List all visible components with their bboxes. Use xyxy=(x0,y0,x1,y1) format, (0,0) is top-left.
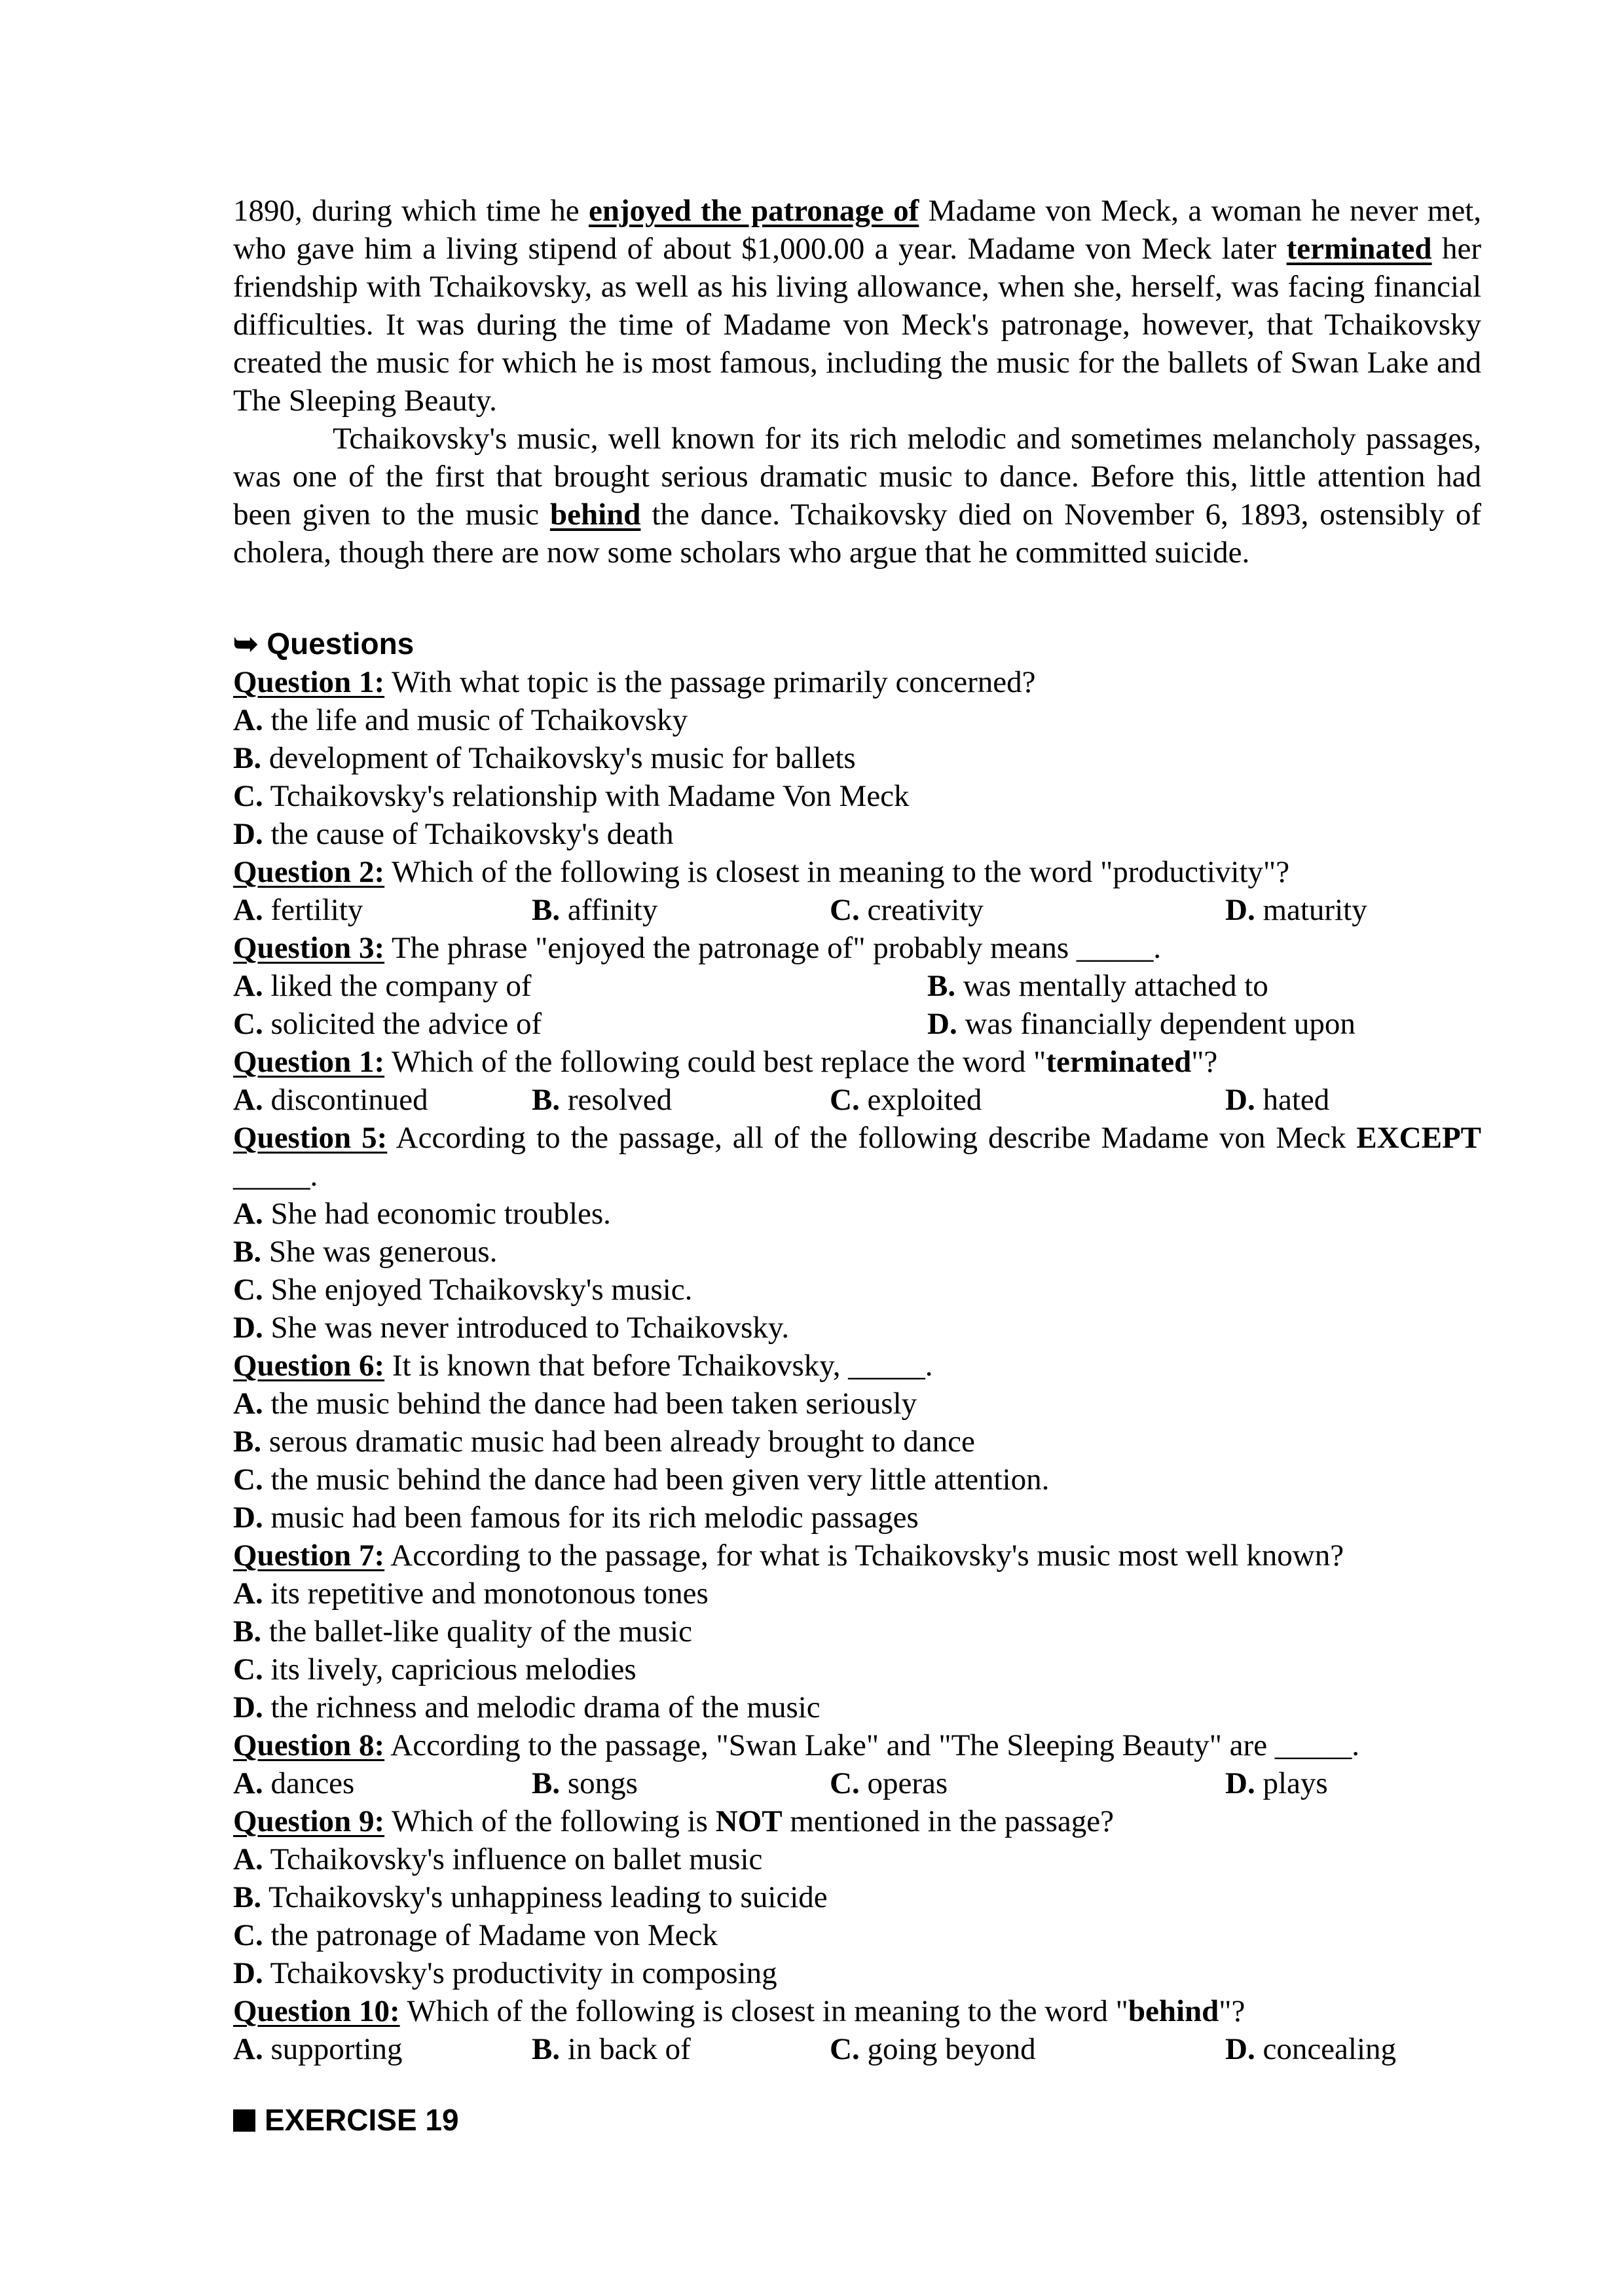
option-text: She was generous. xyxy=(268,1235,498,1269)
question-text: mentioned in the passage? xyxy=(782,1804,1114,1838)
option-row xyxy=(233,1650,1481,1688)
passage-text: her friendship with Tchaikovsky, as well as his living allowance, when she, herself, was facing financial difficulties. It was during the time of Madame von Meck's patronage, however, that Tchaikovsky created the music for which he is most famous, including the music for the ballets of Swan Lake and The Sleeping Beauty. xyxy=(233,232,1481,418)
question-label: Question 1: xyxy=(233,1045,385,1079)
option-row xyxy=(233,1461,1481,1499)
answer-option[interactable] xyxy=(830,1081,982,1119)
option-letter: B. xyxy=(233,1614,262,1649)
option-row xyxy=(233,1195,1481,1233)
option-text: Tchaikovsky's unhappiness leading to suicide xyxy=(268,1880,828,1914)
questions-list xyxy=(233,663,1481,2068)
highlighted-term: enjoyed the patronage of xyxy=(588,194,919,228)
answer-option[interactable] xyxy=(532,2030,691,2068)
option-row xyxy=(233,1233,1481,1271)
option-letter: A. xyxy=(233,1842,263,1876)
option-text: going beyond xyxy=(867,2032,1036,2066)
option-letter: C. xyxy=(233,1918,263,1952)
question-text: _____. xyxy=(233,1159,318,1193)
option-text: was mentally attached to xyxy=(963,969,1268,1003)
exercise-heading xyxy=(233,2101,1481,2139)
option-letter: D. xyxy=(927,1007,957,1041)
question-text: According to the passage, "Swan Lake" and "The Sleeping Beauty" are _____. xyxy=(384,1728,1360,1762)
question-text: According to the passage, for what is Tchaikovsky's music most well known? xyxy=(384,1539,1344,1573)
option-text: She enjoyed Tchaikovsky's music. xyxy=(270,1273,693,1307)
option-row xyxy=(233,1575,1481,1613)
option-text: its repetitive and monotonous tones xyxy=(270,1576,709,1611)
answer-option[interactable] xyxy=(233,1954,777,1992)
answer-option[interactable] xyxy=(830,891,984,929)
answer-option[interactable] xyxy=(233,815,674,853)
answer-option[interactable] xyxy=(1225,1764,1328,1802)
option-text: the life and music of Tchaikovsky xyxy=(270,703,688,737)
option-text: maturity xyxy=(1263,893,1367,927)
answer-option[interactable] xyxy=(233,701,688,739)
question-text: "? xyxy=(1191,1045,1218,1079)
answer-option[interactable] xyxy=(233,1764,354,1802)
option-row xyxy=(233,1954,1481,1992)
question-text: According to the passage, all of the following describe Madame von Meck xyxy=(387,1121,1357,1155)
question-stem xyxy=(233,663,1481,701)
option-letter: D. xyxy=(1225,1083,1255,1117)
option-row xyxy=(233,1688,1481,1726)
passage-text: 1890, during which time he xyxy=(233,194,589,228)
option-letter: B. xyxy=(532,893,561,927)
question-text: behind xyxy=(1128,1994,1219,2028)
question-label: Question 5: xyxy=(233,1121,388,1155)
question-text: terminated xyxy=(1046,1045,1192,1079)
option-letter: A. xyxy=(233,969,263,1003)
question-item xyxy=(233,1537,1481,1726)
option-letter: B. xyxy=(233,1235,262,1269)
option-letter: D. xyxy=(233,1501,263,1535)
option-text: hated xyxy=(1263,1083,1330,1117)
question-stem xyxy=(233,853,1481,891)
option-text: its lively, capricious melodies xyxy=(270,1652,637,1686)
option-text: She was never introduced to Tchaikovsky. xyxy=(270,1311,790,1345)
highlighted-term: behind xyxy=(549,498,641,532)
answer-option[interactable] xyxy=(233,1309,789,1347)
option-text: concealing xyxy=(1263,2032,1397,2066)
answer-option[interactable] xyxy=(233,739,856,777)
option-text: music had been famous for its rich melodic passages xyxy=(270,1501,919,1535)
option-row xyxy=(233,1081,1481,1119)
option-text: exploited xyxy=(867,1083,982,1117)
option-text: songs xyxy=(567,1766,638,1800)
option-text: the richness and melodic drama of the music xyxy=(270,1690,821,1724)
question-stem xyxy=(233,1802,1481,1840)
question-stem xyxy=(233,1992,1481,2030)
option-row xyxy=(233,1878,1481,1916)
answer-option[interactable] xyxy=(233,1878,828,1916)
option-letter: D. xyxy=(1225,893,1255,927)
passage-paragraph-1 xyxy=(233,192,1481,420)
option-letter: A. xyxy=(233,893,263,927)
option-text: dances xyxy=(270,1766,355,1800)
option-letter: A. xyxy=(233,1387,263,1421)
answer-option[interactable] xyxy=(233,1688,821,1726)
answer-option[interactable] xyxy=(233,1423,975,1461)
question-label: Question 3: xyxy=(233,931,385,965)
option-letter: A. xyxy=(233,1197,263,1231)
question-item xyxy=(233,1992,1481,2068)
question-label: Question 1: xyxy=(233,665,385,699)
option-letter: B. xyxy=(927,969,956,1003)
answer-option[interactable] xyxy=(233,1461,1049,1499)
option-text: operas xyxy=(867,1766,948,1800)
option-letter: C. xyxy=(830,893,860,927)
answer-option[interactable] xyxy=(233,967,532,1005)
answer-option[interactable] xyxy=(1225,891,1367,929)
question-item xyxy=(233,1802,1481,1992)
option-row xyxy=(233,1613,1481,1650)
option-row xyxy=(233,815,1481,853)
option-letter: B. xyxy=(532,1083,561,1117)
option-text: Tchaikovsky's influence on ballet music xyxy=(270,1842,763,1876)
reading-passage xyxy=(233,192,1481,572)
option-row xyxy=(233,1499,1481,1537)
questions-heading xyxy=(233,625,1481,663)
option-row xyxy=(233,701,1481,739)
black-square-icon xyxy=(233,2109,255,2132)
answer-option[interactable] xyxy=(233,777,910,815)
answer-option[interactable] xyxy=(233,1271,692,1309)
question-text: Which of the following is closest in meaning to the word " xyxy=(399,1994,1128,2028)
option-letter: C. xyxy=(233,1273,263,1307)
option-letter: D. xyxy=(233,1690,263,1724)
answer-option[interactable] xyxy=(233,1081,428,1119)
option-text: discontinued xyxy=(270,1083,428,1117)
option-text: Tchaikovsky's relationship with Madame Von Meck xyxy=(270,779,910,813)
question-text: With what topic is the passage primarily concerned? xyxy=(384,665,1036,699)
option-text: She had economic troubles. xyxy=(270,1197,611,1231)
question-text: Which of the following is xyxy=(384,1804,716,1838)
option-letter: D. xyxy=(233,1311,263,1345)
option-text: development of Tchaikovsky's music for ballets xyxy=(268,741,856,775)
option-text: the cause of Tchaikovsky's death xyxy=(270,817,674,851)
option-letter: C. xyxy=(233,1652,263,1686)
option-text: plays xyxy=(1263,1766,1328,1800)
question-text: "? xyxy=(1219,1994,1246,2028)
exercise-label: EXERCISE 19 xyxy=(265,2103,459,2137)
answer-option[interactable] xyxy=(532,1764,638,1802)
option-letter: B. xyxy=(233,741,262,775)
option-letter: C. xyxy=(830,1766,860,1800)
passage-text: Tchaikovsky's music, well known for its rich melodic and sometimes melancholy passages, was one of the first that brought serious dramatic music to dance. Before this, little attention had been given to the music xyxy=(233,422,1481,532)
option-text: in back of xyxy=(567,2032,691,2066)
answer-option[interactable] xyxy=(233,1233,497,1271)
answer-option[interactable] xyxy=(233,1575,709,1613)
option-text: supporting xyxy=(270,2032,403,2066)
question-stem xyxy=(233,929,1481,967)
question-item xyxy=(233,1347,1481,1537)
questions-heading-label: Questions xyxy=(267,627,415,661)
answer-option[interactable] xyxy=(233,891,363,929)
question-label: Question 7: xyxy=(233,1539,385,1573)
option-text: the ballet-like quality of the music xyxy=(268,1614,692,1649)
option-letter: B. xyxy=(532,1766,561,1800)
passage-paragraph-2 xyxy=(233,420,1481,572)
question-text: It is known that before Tchaikovsky, _____. xyxy=(384,1349,933,1383)
option-row xyxy=(233,2030,1481,2068)
option-letter: A. xyxy=(233,1083,263,1117)
option-letter: A. xyxy=(233,1766,263,1800)
option-letter: C. xyxy=(233,1007,263,1041)
question-item xyxy=(233,1726,1481,1802)
option-text: solicited the advice of xyxy=(270,1007,542,1041)
answer-option[interactable] xyxy=(233,2030,403,2068)
option-text: Tchaikovsky's productivity in composing xyxy=(270,1956,777,1990)
question-label: Question 10: xyxy=(233,1994,400,2028)
option-row xyxy=(233,1309,1481,1347)
option-row xyxy=(233,1840,1481,1878)
question-text: NOT xyxy=(715,1804,783,1838)
question-item xyxy=(233,1119,1481,1347)
answer-option[interactable] xyxy=(233,1195,611,1233)
answer-option[interactable] xyxy=(830,2030,1036,2068)
option-text: resolved xyxy=(567,1083,673,1117)
answer-option[interactable] xyxy=(927,1005,1356,1043)
question-label: Question 8: xyxy=(233,1728,385,1762)
arrow-hook-icon: ➥ xyxy=(233,627,259,661)
question-stem xyxy=(233,1347,1481,1385)
option-text: the music behind the dance had been taken seriously xyxy=(270,1387,917,1421)
question-text: The phrase "enjoyed the patronage of" probably means _____. xyxy=(384,931,1162,965)
option-letter: D. xyxy=(233,817,263,851)
option-letter: D. xyxy=(1225,1766,1255,1800)
question-text: Which of the following is closest in meaning to the word "productivity"? xyxy=(384,855,1290,889)
option-letter: D. xyxy=(233,1956,263,1990)
question-item xyxy=(233,1043,1481,1119)
option-letter: C. xyxy=(233,779,263,813)
answer-option[interactable] xyxy=(233,1916,718,1954)
answer-option[interactable] xyxy=(1225,1081,1329,1119)
option-letter: B. xyxy=(233,1425,262,1459)
option-row xyxy=(233,967,1481,1005)
option-row xyxy=(233,1271,1481,1309)
question-item xyxy=(233,929,1481,1043)
option-row xyxy=(233,1005,1481,1043)
option-letter: B. xyxy=(233,1880,262,1914)
option-text: was financially dependent upon xyxy=(965,1007,1356,1041)
option-text: the patronage of Madame von Meck xyxy=(270,1918,718,1952)
option-letter: A. xyxy=(233,1576,263,1611)
question-label: Question 9: xyxy=(233,1804,385,1838)
option-text: liked the company of xyxy=(270,969,532,1003)
option-text: serous dramatic music had been already brought to dance xyxy=(268,1425,975,1459)
option-letter: A. xyxy=(233,703,263,737)
question-stem xyxy=(233,1537,1481,1575)
option-row xyxy=(233,1385,1481,1423)
question-item xyxy=(233,853,1481,929)
question-text: EXCEPT xyxy=(1356,1121,1481,1155)
passage-text: the dance. Tchaikovsky died on November 6, 1893, ostensibly of cholera, though there are now some scholars who argue that he committed suicide. xyxy=(233,498,1481,570)
answer-option[interactable] xyxy=(233,1650,637,1688)
question-label: Question 2: xyxy=(233,855,385,889)
answer-option[interactable] xyxy=(233,1840,762,1878)
option-row xyxy=(233,1916,1481,1954)
option-letter: C. xyxy=(830,1083,860,1117)
passage-text: Madame von Meck, a woman he never met, who gave him a living stipend of about $1,000.00 a year. Madame von Meck later xyxy=(233,194,1481,266)
answer-option[interactable] xyxy=(233,1613,692,1650)
answer-option[interactable] xyxy=(1225,2030,1396,2068)
option-row xyxy=(233,891,1481,929)
question-stem xyxy=(233,1043,1481,1081)
answer-option[interactable] xyxy=(532,891,657,929)
answer-option[interactable] xyxy=(830,1764,948,1802)
option-letter: C. xyxy=(233,1463,263,1497)
answer-option[interactable] xyxy=(233,1005,542,1043)
answer-option[interactable] xyxy=(233,1499,919,1537)
question-item xyxy=(233,663,1481,853)
option-letter: D. xyxy=(1225,2032,1255,2066)
option-letter: A. xyxy=(233,2032,263,2066)
question-stem xyxy=(233,1726,1481,1764)
answer-option[interactable] xyxy=(532,1081,672,1119)
option-row xyxy=(233,777,1481,815)
option-text: creativity xyxy=(867,893,984,927)
answer-option[interactable] xyxy=(927,967,1268,1005)
answer-option[interactable] xyxy=(233,1385,917,1423)
option-text: fertility xyxy=(270,893,363,927)
option-text: affinity xyxy=(567,893,658,927)
option-text: the music behind the dance had been given very little attention. xyxy=(270,1463,1050,1497)
option-row xyxy=(233,739,1481,777)
question-text: Which of the following could best replace the word " xyxy=(384,1045,1046,1079)
question-label: Question 6: xyxy=(233,1349,385,1383)
highlighted-term: terminated xyxy=(1286,232,1432,266)
option-letter: B. xyxy=(532,2032,561,2066)
option-letter: C. xyxy=(830,2032,860,2066)
option-row xyxy=(233,1423,1481,1461)
question-stem xyxy=(233,1119,1481,1195)
option-row xyxy=(233,1764,1481,1802)
